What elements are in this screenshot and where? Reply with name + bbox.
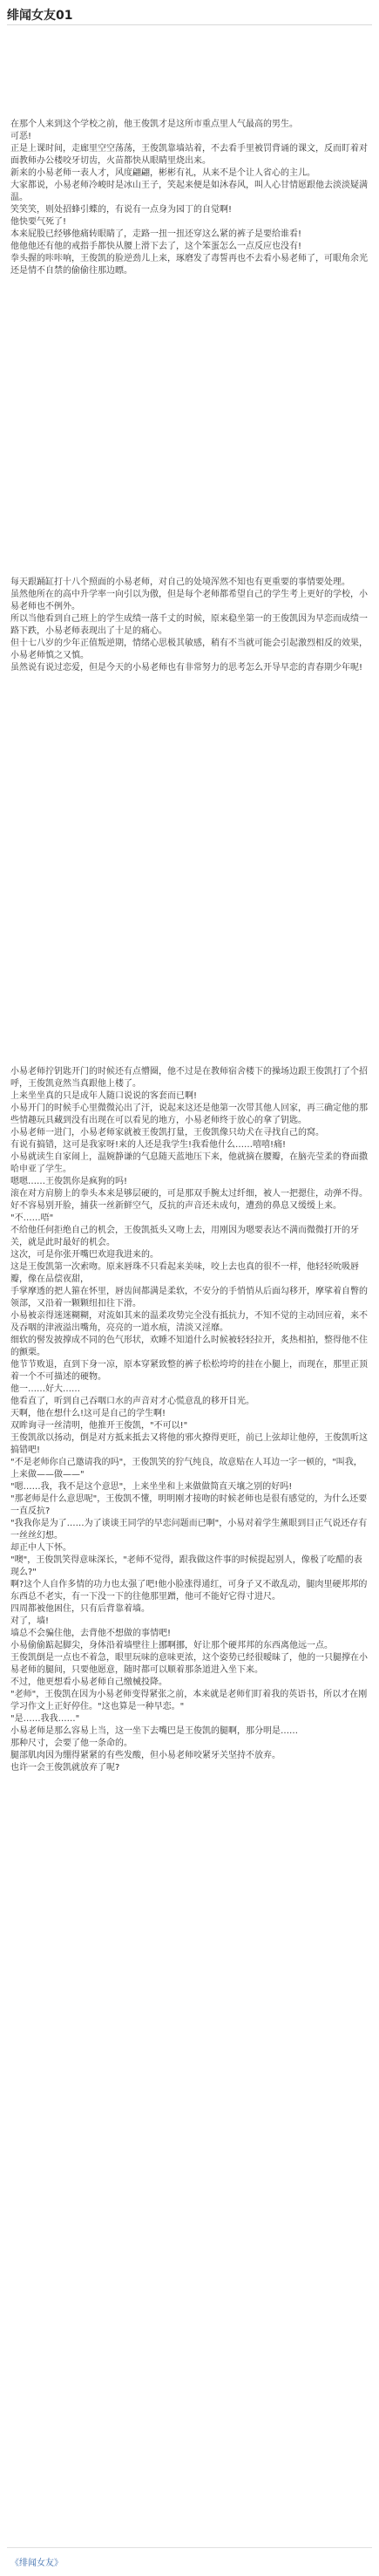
header: [7, 0, 372, 26]
text-section-2: [10, 577, 369, 674]
paragraph: 有说有搞错，这可是我家呀!来的人还是我学生!我看他什么……嘻嘻!痛!: [10, 1140, 287, 1150]
paragraph: 好不容易别开脸，捕获一丝新鲜空气，反抗的声音还未成句，遭劲的鼻息又缓缓上来。: [10, 1201, 342, 1211]
paragraph: 小易老师一进门，小易老师家就被王俊凯打量，王俊凯像只幼犬在寻找自己的窝。: [10, 1128, 324, 1138]
paragraph: 王俊凯欲以扬动，倒是对方抵来抵去又将他的邪火撩得更旺，前已上弦却让他停，王俊凯听这搞错吧!: [10, 1433, 368, 1455]
text-section-1: [10, 119, 369, 277]
paragraph: 他看直了，听到自己吞咽口水的声音对才心慌意乱的移开目光。: [10, 1397, 254, 1406]
paragraph: "我我你是为了……为了谈谈王同学的早恋问题而已啊"，小易对着学生薰眼到目正气说还存有一丝丝幻想。: [10, 1519, 368, 1541]
paragraph: 腿部肌肉因为绷得紧紧的有些发酸，但小易老师咬紧牙关坚持不放弃。: [10, 1751, 281, 1760]
paragraph: 却正中人下怀。: [10, 1543, 71, 1553]
paragraph: 他节节败退，直到下身一凉，原本穿紧致整的裤子松松垮垮的挂在小腿上，而现在，那里正顶着一个不可描述的硬物。: [10, 1360, 368, 1382]
text-section-3: [10, 1066, 369, 1774]
paragraph: 这是王俊凯第一次索吻。原来唇珠不只看起来美味，咬上去也真的很不一样，他轻轻吮吸唇瓣，像在品偿夜甜，: [10, 1262, 359, 1284]
paragraph: 小易偷偷踮起脚尖，身体沿着墙壁往上挪啊挪，好让那个硬邦邦的东西离他远一点。: [10, 1641, 333, 1650]
paragraph: 也许一会王俊凯就放弃了呢?: [10, 1763, 120, 1773]
paragraph: 他他他还有他的戒指手都快从腰上滑下去了，这个笨蛋怎么一点反应也没有!: [10, 242, 302, 251]
paragraph: 他快要气死了!: [10, 217, 67, 227]
paragraph: 天啊，他在想什么!这可是自己的学生啊!: [10, 1409, 166, 1418]
paragraph: 小易被亲得迷迷糊糊，对流如其来的温柔攻势完全没有抵抗力，不知不觉的主动回应着，来不及吞咽的津液溢出嘴角，亮亮的一道水痕，清淡又淫靡。: [10, 1311, 368, 1333]
paragraph: 不过，他更想看小易老师自己缴械投降。: [10, 1677, 167, 1687]
paragraph: 但十七八岁的少年正值叛逆期，情绪心思极其敏感，稍有不当就可能会引起激烈相反的效果，小易老师慎之又慎。: [10, 639, 368, 660]
paragraph: 小易开门的时候手心里微微沁出了汗，说起来这还是他第一次带其他人回家，再三确定他的那些情趣玩具藏到没有出现在可以看见的地方，小易老师终于放心的拿了钥匙。: [10, 1104, 368, 1125]
paragraph: 滚在对方肩膀上的拳头本来是够层硬的，可是那双手腕太过纤细，被人一把摁住，动弹不得。: [10, 1189, 368, 1199]
paragraph: "不……唔": [10, 1213, 54, 1223]
paragraph: 虽然说有说过恋爱，但是今天的小易老师也有非常努力的思考怎么开导早恋的青春期少年呢!: [10, 663, 363, 673]
paragraph: 笑笑笑，则处招蜂引蝶的，有说有一点身为园丁的自觉啊!: [10, 205, 233, 215]
paragraph: 啊?这个人自作多情的功力也太强了吧!他小脸涨得通红，可身子又不敢乱动，腿肉里硬邦邦的东西总不老实，有一下没一下的往他那里蹭，他可不能好它得寸进尺。: [10, 1580, 368, 1602]
paragraph: 在那个人来到这个学校之前，他王俊凯才是这所市重点里人气最高的男生。: [10, 120, 298, 129]
paragraph: 手掌摩透的把人箍在怀里，唇齿间都满是柔软，不安分的手悄悄从后面勾移开，摩挲着自瞥的领部，又沿着一颗颗纽扣往下滑。: [10, 1287, 368, 1308]
paragraph: "不是老师你自己邀请我的吗"，王俊凯笑的狞气纯良，故意贴在人耳边一字一顿的，"叫我，上来做——做——": [10, 1458, 362, 1479]
paragraph: 嗯嗯……王俊凯你是疯狗的吗!: [10, 1177, 128, 1186]
paragraph: 墙总不会骗住他，去背他不想做的事情吧!: [10, 1629, 172, 1638]
paragraph: 每天跟踊缸打十八个照面的小易老师，对自己的处境浑然不知也有更重要的事情要处理。: [10, 577, 350, 587]
paragraph: "噢"，王俊凯笑得意味深长，"老师不觉得，跟我做这件事的时候提起别人，像极了吃醋的表现么?": [10, 1555, 362, 1577]
paragraph: "老师"，王俊凯在因为小易老师变得紧张之前，本来就是老师们盯着我的英语书，所以才在刚学习作文上正好停住。"这也算是一种早恋。": [10, 1690, 368, 1712]
paragraph: 不给他任何拒绝自己的机会，王俊凯抵头又吻上去，用刚因为嗯要表达不满而微微打开的牙关，就是此时最好的机会。: [10, 1226, 359, 1247]
story-tag-link[interactable]: 《绯闻女友》: [10, 2559, 63, 2568]
paragraph: 细软的髻发披撑成不同的色气形状，欢睡不知道什么时候被轻轻拉开，炙热相拍，整得他不住的颤栗。: [10, 1336, 368, 1357]
paragraph: 那种尺寸，会要了他一条命的。: [10, 1739, 132, 1748]
paragraph: 他一……好大……: [10, 1384, 80, 1394]
paragraph: 四周都被他困住，只有后背靠着墙。: [10, 1604, 150, 1614]
paragraph: 本来屁股已经够他痛转眼睛了，走路一扭一扭还穿这么紧的裤子是要给谁看!: [10, 229, 302, 239]
paragraph: 新来的小易老师一表人才，风度翩翩，彬彬有礼，从来不是个让人省心的主儿。: [10, 168, 315, 178]
paragraph: "是……我我……": [10, 1714, 80, 1724]
paragraph: 所以当他看到自己班上的学生成绩一落千丈的时候，原来稳坐第一的王俊凯因为早恋而成绩一路下跌，小易老师表现出了十足的痛心。: [10, 614, 368, 636]
paragraph: 小易就读生自家闹上，温婉静谦的气息随天蓝地压下来，他就摘在腰瓣，在脑壳莹柔的脊面撒哈申亚了学生。: [10, 1152, 368, 1174]
paragraph: 这次，可是你张开嘴巴欢迎我进来的。: [10, 1250, 159, 1260]
footer: [7, 2547, 372, 2572]
paragraph: 上来坐坐真的只是成年人随口说说的客套而已啊!: [10, 1091, 198, 1101]
paragraph: 拳头握的咔咔响，王俊凯的脸逆劲儿上来，琢磨发了毒誓再也不去看小易老师了，可眼角余光还是情不自禁的偷偷往那边瞟。: [10, 254, 368, 276]
paragraph: 正是上课时间，走廊里空空荡荡，王俊凯靠墙站着，不去看手里被罚背诵的课文，反而盯着对面教师办公楼咬牙切齿，火苗都快从眼睛里烧出来。: [10, 144, 368, 166]
header-divider: [7, 24, 372, 25]
paragraph: "那老师是什么意思呢"，王俊凯不懂，明明刚才接吻的时候老师也是很有感觉的，为什么还要一直反抗?: [10, 1494, 368, 1516]
paragraph: 小易老师是那么容易上当，这一坐下去嘴巴是王俊凯的腿啊，那分明是……: [10, 1726, 298, 1736]
paragraph: 可恶!: [10, 132, 32, 141]
footer-divider: [7, 2547, 372, 2548]
page-title: 绯闻女友01: [7, 9, 73, 23]
paragraph: 双眸询寻一丝清明，他推开王俊凯，"不可以!": [10, 1421, 188, 1431]
paragraph: 王俊凯倒是一点也不着急，眼里玩味的意味更浓，这个姿势已经很暧昧了，他的一只腿撑在小易老师的腿间，只要他愿意，随时都可以顺着那条道进入坐下来。: [10, 1653, 368, 1675]
paragraph: "嗯……我，我不是这个意思"，上来坐坐和上来做做简直天壤之别的好吗!: [10, 1482, 293, 1492]
paragraph: 对了，墙!: [10, 1616, 50, 1626]
paragraph: 小易老师拧钥匙开门的时候还有点懵圈，他不过是在教师宿舍楼下的操场边跟王俊凯打了个招呼，王俊凯竟然当真跟他上楼了。: [10, 1067, 368, 1089]
paragraph: 虽然他所在的高中升学率一向引以为傲，但是每个老师都希望自己的学生考上更好的学校，小易老师也不例外。: [10, 590, 368, 612]
paragraph: 大家都说，小易老师冷峻时是冰山王子，笑起来便是如沐春风，叫人心甘情愿跟他去淡淡疑满温。: [10, 181, 368, 202]
